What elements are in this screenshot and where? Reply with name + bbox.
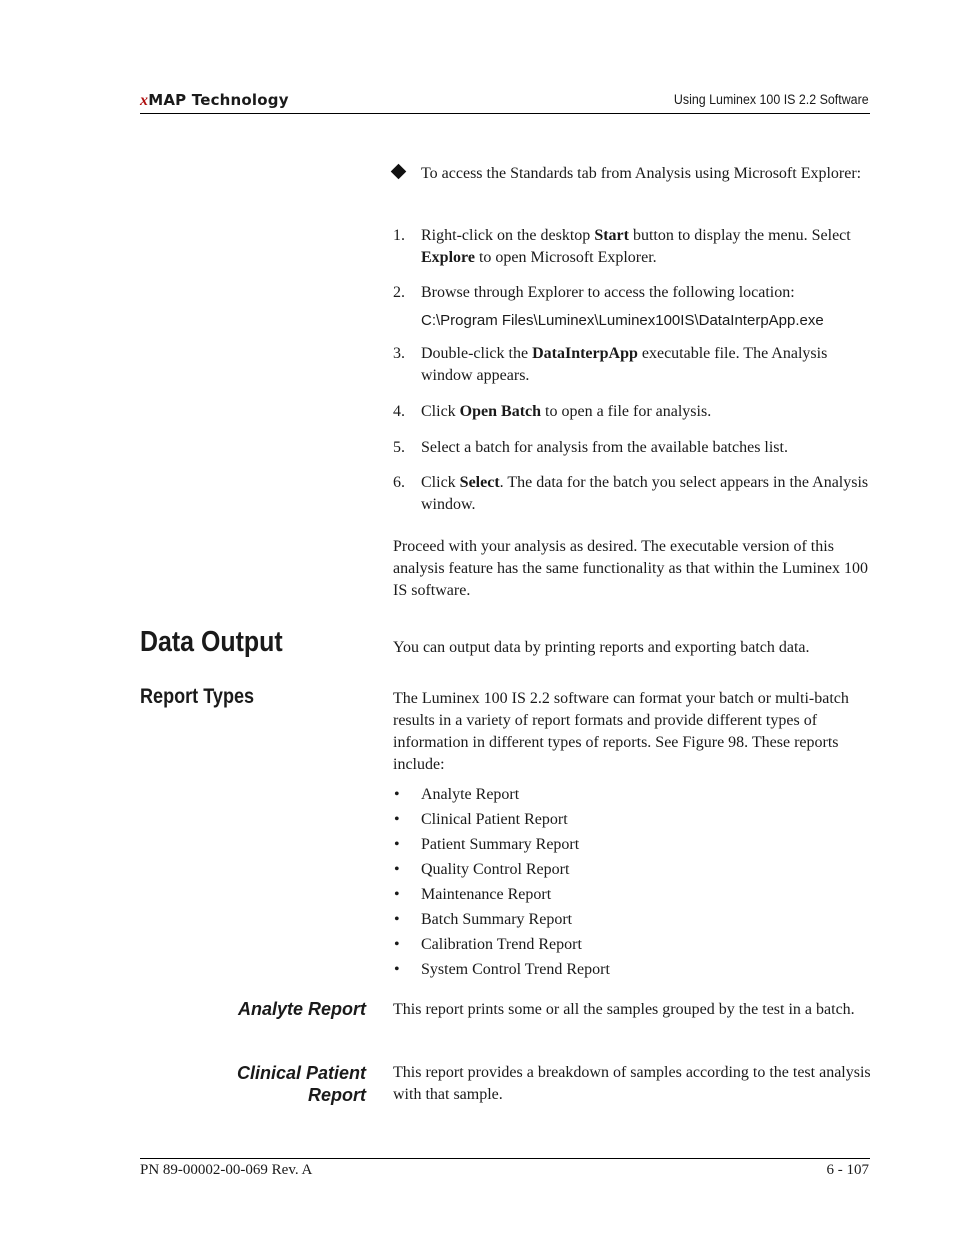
report-types-list	[393, 784, 610, 984]
step-number: 2.	[393, 284, 405, 301]
analyte-report-heading: Analyte Report	[237, 999, 366, 1019]
part-number: PN 89-00002-00-069 Rev. A	[140, 1162, 313, 1178]
clinical-patient-report-text: This report provides a breakdown of samples according to the test analysis with that sample.	[393, 1064, 871, 1103]
step-text: Select a batch for analysis from the available batches list.	[421, 439, 788, 456]
proceed-paragraph: Proceed with your analysis as desired. The executable version of this analysis feature has the same functionality as that within the Luminex 100 IS software.	[393, 538, 868, 599]
report-types-heading: Report Types	[140, 685, 255, 708]
step-number: 6.	[393, 474, 405, 491]
analyte-report-text: This report prints some or all the samples grouped by the test in a batch.	[393, 1001, 855, 1018]
brand-name: MAP Technology	[148, 91, 289, 109]
step-number: 4.	[393, 403, 405, 420]
step-text: Click Select. The data for the batch you select appears in the Analysis window.	[421, 474, 869, 513]
step-text: Browse through Explorer to access the following location:	[421, 284, 795, 301]
list-item: • Batch Summary Report	[393, 909, 610, 934]
running-header-brand	[140, 91, 289, 110]
list-item: • Patient Summary Report	[393, 834, 610, 859]
list-item: • Maintenance Report	[393, 884, 610, 909]
report-types-text: The Luminex 100 IS 2.2 software can format your batch or multi-batch results in a variety of report formats and provide different types of information in different types of reports. See Figure 98. These reports include:	[393, 690, 849, 773]
list-item: • Quality Control Report	[393, 859, 610, 884]
page-number: 6 - 107	[826, 1162, 869, 1178]
step-text: Click Open Batch to open a file for analysis.	[421, 403, 712, 420]
data-output-heading: Data Output	[140, 626, 283, 658]
procedure-lead: To access the Standards tab from Analysis using Microsoft Explorer:	[421, 165, 862, 182]
list-item: • Analyte Report	[393, 784, 610, 809]
step-text: Double-click the DataInterpApp executable file. The Analysis window appears.	[421, 345, 828, 384]
list-item: • Clinical Patient Report	[393, 809, 610, 834]
file-path: C:\Program Files\Luminex\Luminex100IS\DataInterpApp.exe	[421, 312, 824, 329]
step-text: Right-click on the desktop Start button to display the menu. Select Explore to open Microsoft Explorer.	[421, 227, 851, 266]
brand-x: x	[140, 92, 149, 109]
diamond-bullet-icon	[391, 164, 407, 180]
step-number: 5.	[393, 439, 405, 456]
step-number: 1.	[393, 227, 405, 244]
running-header-title: Using Luminex 100 IS 2.2 Software	[674, 92, 869, 107]
footer-rule	[140, 1158, 870, 1159]
clinical-patient-report-heading: Clinical Patient Report	[236, 1063, 366, 1105]
list-item: • Calibration Trend Report	[393, 934, 610, 959]
data-output-text: You can output data by printing reports and exporting batch data.	[393, 639, 810, 656]
header-rule	[140, 113, 870, 114]
list-item: • System Control Trend Report	[393, 959, 610, 984]
step-number: 3.	[393, 345, 405, 362]
